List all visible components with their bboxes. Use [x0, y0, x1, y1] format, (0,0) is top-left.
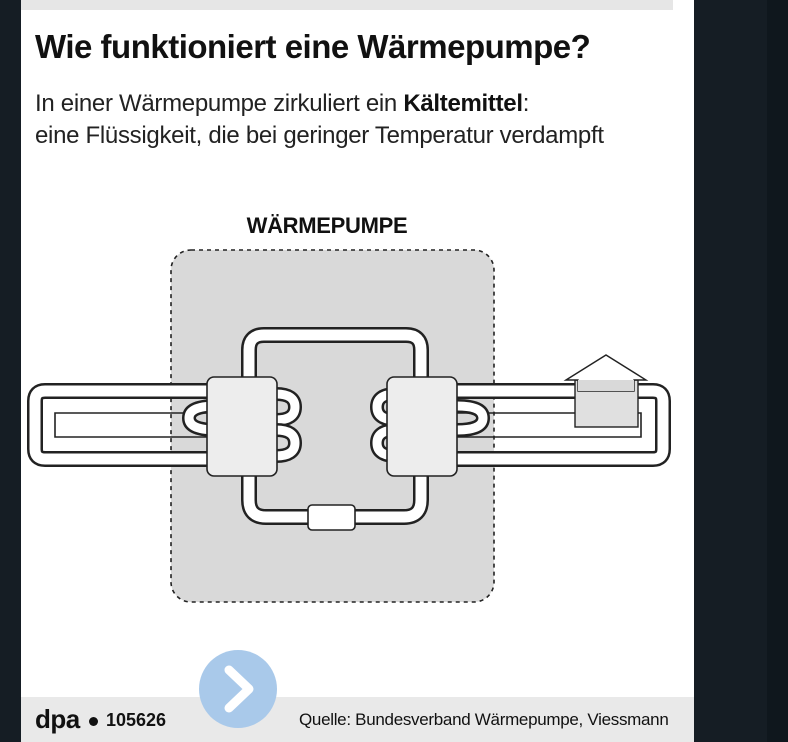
subtitle-keyword: Kältemittel: [403, 90, 523, 117]
chevron-right-icon: [199, 650, 277, 728]
evaporator-block: [207, 377, 277, 476]
page-title: Wie funktioniert eine Wärmepumpe?: [35, 28, 591, 65]
heat-pump-label: WÄRMEPUMPE: [246, 213, 408, 238]
scrollbar-track[interactable]: [767, 0, 788, 742]
separator-dot: [89, 717, 98, 726]
graphic-card: [21, 0, 694, 742]
condenser-block: [387, 377, 457, 476]
footer: [21, 697, 694, 742]
graphic-id: 105626: [106, 710, 167, 730]
subtitle-line2: eine Flüssigkeit, die bei geringer Temperatur verdampft: [35, 122, 604, 149]
next-button[interactable]: [199, 650, 277, 728]
expansion-valve: [308, 505, 355, 530]
heat-pump-diagram: [21, 0, 694, 697]
house-icon: [566, 355, 646, 427]
subtitle-line1-suffix: :: [522, 90, 530, 117]
source-credit: Quelle: Bundesverband Wärmepumpe, Viessmann: [299, 710, 669, 729]
subtitle-line1-prefix: In einer Wärmepumpe zirkuliert ein: [35, 90, 404, 117]
dpa-logo: dpa: [35, 704, 80, 734]
